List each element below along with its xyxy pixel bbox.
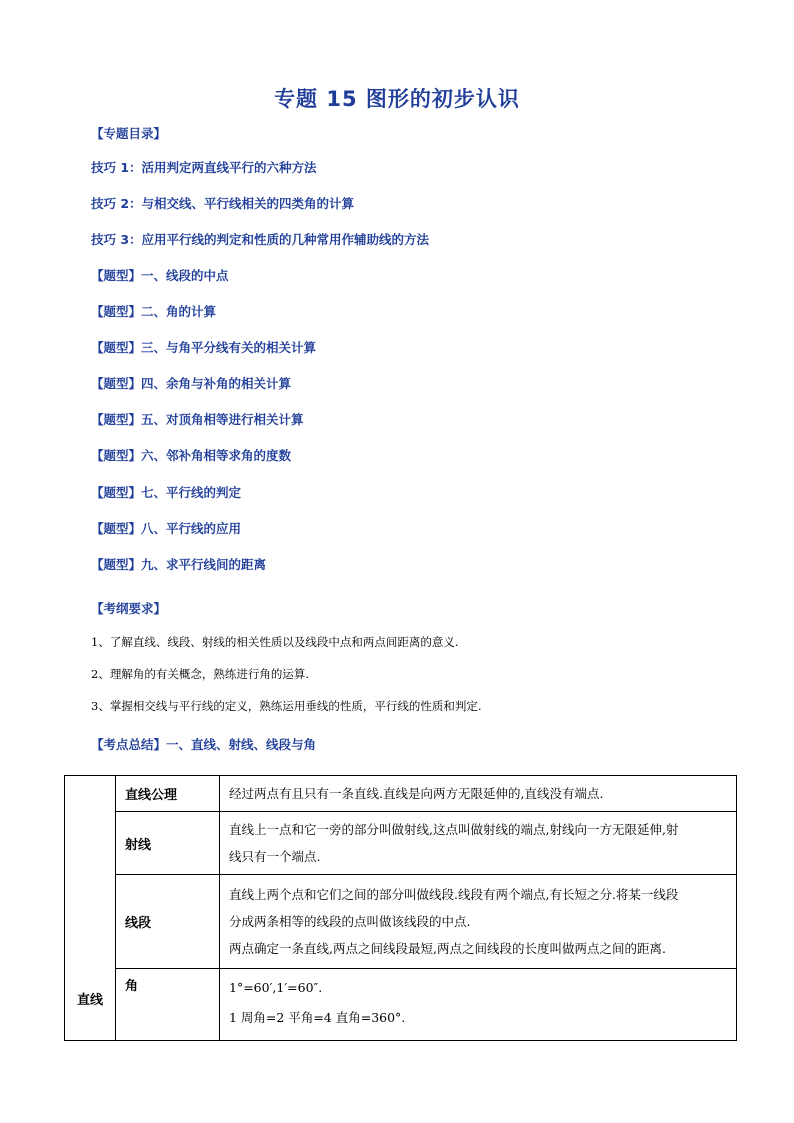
page-title: 专题 15 图形的初步认识	[274, 87, 520, 111]
table-row	[65, 776, 737, 812]
toc-item: 【题型】五、对顶角相等进行相关计算	[91, 412, 304, 427]
definition-line: 1 周角=2 平角=4 直角=360°.	[229, 1010, 406, 1025]
requirement-item: 1、了解直线、线段、射线的相关性质以及线段中点和两点间距离的意义.	[91, 635, 459, 649]
toc-item: 【题型】一、线段的中点	[91, 268, 229, 283]
term-cell: 射线	[116, 812, 220, 875]
toc-item: 技巧 3：应用平行线的判定和性质的几种常用作辅助线的方法	[91, 232, 430, 247]
toc-item: 【题型】二、角的计算	[91, 304, 217, 319]
term-cell: 线段	[116, 875, 220, 969]
toc-item: 【题型】三、与角平分线有关的相关计算	[91, 340, 317, 355]
definition-cell	[220, 776, 737, 812]
definition-line: 直线上两个点和它们之间的部分叫做线段.线段有两个端点,有长短之分.将某一线段	[229, 887, 679, 902]
term-cell: 角	[116, 969, 220, 1041]
knowledge-table	[64, 775, 737, 1041]
toc-item: 【题型】六、邻补角相等求角的度数	[91, 448, 292, 463]
toc-item: 【题型】七、平行线的判定	[91, 485, 242, 500]
toc-item: 【题型】八、平行线的应用	[91, 521, 242, 536]
table-row	[65, 812, 737, 875]
definition-cell	[220, 812, 737, 875]
definition-line: 1°=60′,1′=60″.	[229, 980, 323, 995]
definition-line: 线只有一个端点.	[229, 849, 321, 864]
requirement-item: 3、掌握相交线与平行线的定义，熟练运用垂线的性质，平行线的性质和判定.	[91, 699, 482, 713]
toc-item: 【题型】九、求平行线间的距离	[91, 557, 267, 572]
requirements-header: 【考纲要求】	[91, 601, 167, 616]
toc-header: 【专题目录】	[91, 126, 167, 141]
term-cell: 直线公理	[116, 776, 220, 812]
toc-item: 【题型】四、余角与补角的相关计算	[91, 376, 292, 391]
definition-cell	[220, 875, 737, 969]
toc-item: 技巧 2：与相交线、平行线相关的四类角的计算	[91, 196, 355, 211]
category-cell: 直线	[65, 776, 116, 1041]
table-row	[65, 875, 737, 969]
table-row	[65, 969, 737, 1041]
summary-header: 【考点总结】一、直线、射线、线段与角	[91, 737, 317, 752]
definition-line: 经过两点有且只有一条直线.直线是向两方无限延伸的,直线没有端点.	[229, 786, 604, 801]
toc-item: 技巧 1：活用判定两直线平行的六种方法	[91, 160, 317, 175]
definition-line: 直线上一点和它一旁的部分叫做射线,这点叫做射线的端点,射线向一方无限延伸,射	[229, 822, 679, 837]
definition-line: 两点确定一条直线,两点之间线段最短,两点之间线段的长度叫做两点之间的距离.	[229, 941, 666, 956]
definition-line: 分成两条相等的线段的点叫做该线段的中点.	[229, 914, 471, 929]
requirement-item: 2、理解角的有关概念，熟练进行角的运算.	[91, 667, 309, 681]
definition-cell	[220, 969, 737, 1041]
